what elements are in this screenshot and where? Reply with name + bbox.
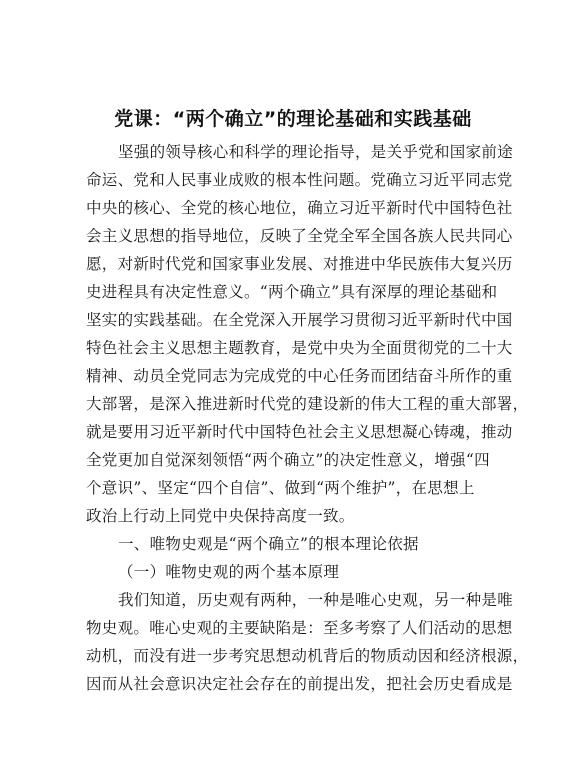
paragraph-line: 愿，对新时代党和国家事业发展、对推进中华民族伟大复兴历: [86, 255, 513, 273]
section-heading: 一、唯物史观是“两个确立”的根本理论依据: [118, 535, 419, 553]
paragraph-line: 中央的核心、全党的核心地位，确立习近平新时代中国特色社: [86, 199, 513, 217]
paragraph-line: 全党更加自觉深刻领悟“两个确立”的决定性意义，增强“四: [86, 451, 490, 469]
paragraph-line: 大部署，是深入推进新时代党的建设新的伟大工程的重大部署，: [86, 395, 529, 413]
paragraph-line: 特色社会主义思想主题教育，是党中央为全面贯彻党的二十大: [86, 339, 513, 357]
paragraph-line: 因而从社会意识决定社会存在的前提出发，把社会历史看成是: [86, 675, 513, 693]
paragraph-line: 我们知道，历史观有两种，一种是唯心史观，另一种是唯: [118, 591, 514, 609]
paragraph-line: 动机，而没有进一步考究思想动机背后的物质动因和经济根源，: [86, 647, 529, 665]
paragraph-line: 物史观。唯心史观的主要缺陷是：至多考察了人们活动的思想: [86, 619, 513, 637]
document-title: 党课：“两个确立”的理论基础和实践基础: [114, 108, 472, 130]
paragraph-line: 就是要用习近平新时代中国特色社会主义思想凝心铸魂，推动: [86, 423, 513, 441]
subsection-heading: （一）唯物史观的两个基本原理: [118, 563, 340, 581]
paragraph-line: 会主义思想的指导地位，反映了全党全军全国各族人民共同心: [86, 227, 513, 245]
paragraph-line: 政治上行动上同党中央保持高度一致。: [86, 507, 355, 525]
paragraph-line: 个意识”、坚定“四个自信”、做到“两个维护”，在思想上: [86, 479, 475, 497]
paragraph-line: 坚实的实践基础。在全党深入开展学习贯彻习近平新时代中国: [86, 311, 513, 329]
paragraph-line: 史进程具有决定性意义。“两个确立”具有深厚的理论基础和: [86, 283, 498, 301]
paragraph-line: 精神、动员全党同志为完成党的中心任务而团结奋斗所作的重: [86, 367, 513, 385]
paragraph-line: 命运、党和人民事业成败的根本性问题。党确立习近平同志党: [86, 171, 513, 189]
paragraph-line: 坚强的领导核心和科学的理论指导，是关乎党和国家前途: [118, 143, 514, 161]
